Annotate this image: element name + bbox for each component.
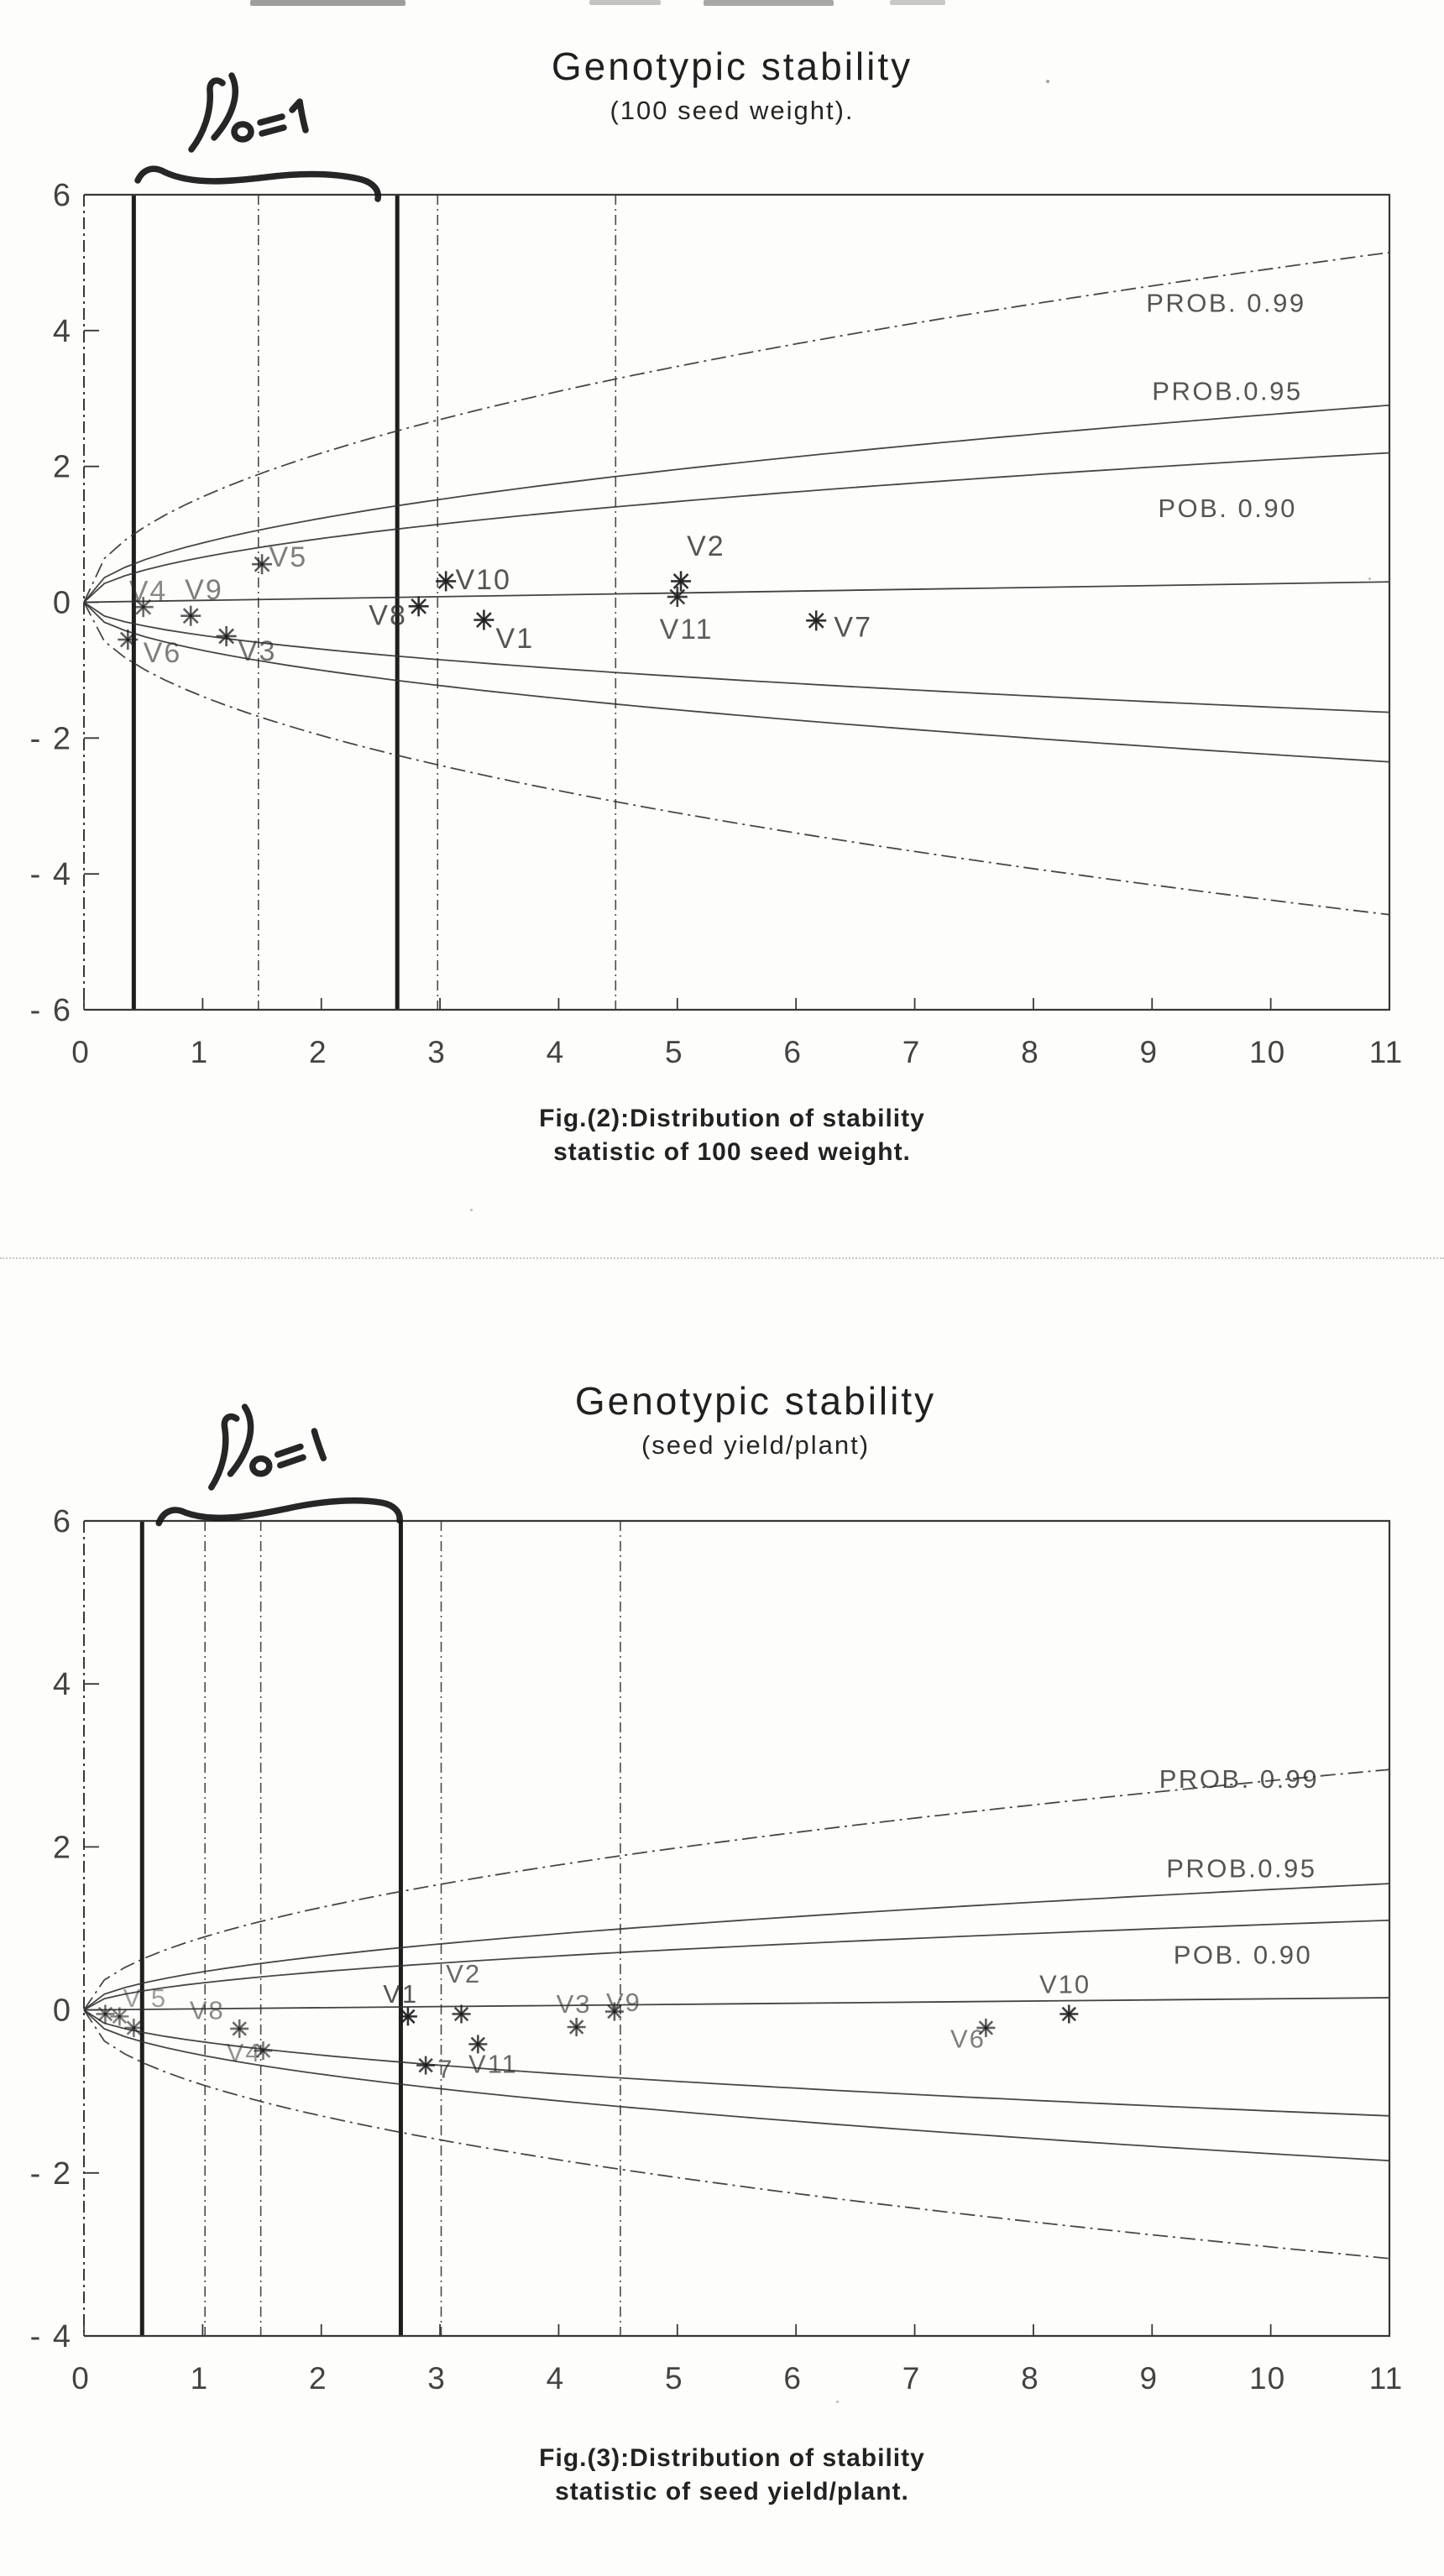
data-point-label: V8 <box>189 1995 225 2025</box>
x-tick-label: 6 <box>783 1035 802 1069</box>
figure1-caption-line1 <box>0 1105 1444 1133</box>
data-point-label: V4 <box>128 575 168 608</box>
data-point-label: V8 <box>369 599 407 632</box>
zero-line <box>84 582 1389 602</box>
figure2-caption-line2 <box>0 2478 1444 2506</box>
x-tick-label: 3 <box>427 2361 446 2396</box>
x-tick-label: 3 <box>427 1035 446 1069</box>
x-tick-label: 11 <box>1368 2361 1404 2396</box>
prob-curve-label: POB. 0.90 <box>1158 493 1297 523</box>
data-point-label: V6 <box>143 637 182 670</box>
prob-curve-label: PROB. 0.99 <box>1146 288 1306 318</box>
data-point-label: V11 <box>659 613 714 645</box>
equals-glyph <box>260 117 282 123</box>
figure1-subtitle-text: (100 seed weight). <box>610 96 855 125</box>
y-tick-label: 2 <box>52 449 72 485</box>
x-tick-label: 8 <box>1021 1035 1039 1069</box>
figure2-caption-line2-text: statistic of seed yield/plant. <box>555 2478 909 2505</box>
x-tick-label: 9 <box>1139 1035 1159 1069</box>
x-tick-label: 1 <box>190 1035 209 1069</box>
prob-curve <box>84 603 1389 713</box>
data-point-label: V1 <box>383 1979 419 2009</box>
data-point-label: V1 <box>495 623 535 656</box>
prob-curve <box>84 603 1389 762</box>
data-point-label: V6 <box>950 2024 986 2054</box>
y-tick-label: 6 <box>52 178 72 213</box>
x-tick-label: 4 <box>546 2361 565 2396</box>
data-point-label: V10 <box>455 563 511 596</box>
data-point-label: V4 <box>226 2038 262 2068</box>
handwritten-lambda-annotation <box>149 1393 435 1540</box>
data-point-label: V 5 <box>123 1983 168 2014</box>
x-tick-label: 2 <box>308 1035 327 1069</box>
y-tick-label: - 2 <box>29 2155 72 2192</box>
y-tick-label: 0 <box>52 1993 72 2029</box>
figure1-title-text: Genotypic stability <box>551 44 913 88</box>
lambda-glyph-stroke <box>191 81 222 149</box>
prob-curve <box>84 2010 1389 2259</box>
x-tick-label: 8 <box>1021 2361 1039 2396</box>
data-point-label: V9 <box>185 573 223 606</box>
y-tick-label: 2 <box>52 1830 72 1866</box>
figure1-caption-line2-text: statistic of 100 seed weight. <box>553 1138 911 1166</box>
data-point-label: V2 <box>446 1958 482 1988</box>
equals-glyph <box>262 128 284 133</box>
x-tick-label: 0 <box>71 2361 90 2396</box>
equals-glyph <box>277 1447 301 1455</box>
x-tick-label: 7 <box>902 1035 921 1069</box>
x-tick-label: 0 <box>71 1035 90 1069</box>
y-tick-label: - 6 <box>29 993 72 1028</box>
prob-curve <box>84 1769 1389 2009</box>
y-tick-label: - 4 <box>29 2319 72 2354</box>
x-tick-label: 5 <box>665 1035 683 1069</box>
x-tick-label: 1 <box>190 2361 209 2396</box>
figure2-caption-line1-text: Fig.(3):Distribution of stability <box>539 2444 925 2472</box>
figure1-caption-line2 <box>0 1138 1444 1167</box>
x-tick-label: 6 <box>783 2361 802 2396</box>
data-point-label: V9 <box>606 1987 641 2017</box>
prob-curve-label: PROB.0.95 <box>1152 376 1303 406</box>
zero-line <box>84 1998 1389 2010</box>
prob-curve <box>84 603 1389 915</box>
data-point-label: V11 <box>468 2049 518 2079</box>
figure2-title-text: Genotypic stability <box>574 1379 937 1423</box>
y-tick-label: 0 <box>52 585 72 621</box>
y-tick-label: - 2 <box>29 721 72 757</box>
x-tick-label: 10 <box>1249 1035 1286 1069</box>
data-point-label: V5 <box>269 541 308 574</box>
data-point-label: V3 <box>556 1988 592 2019</box>
prob-curve-label: PROB. 0.99 <box>1159 1763 1320 1794</box>
prob-curve <box>84 2010 1389 2116</box>
plot-frame <box>84 1521 1389 2336</box>
data-point-label: V7 <box>834 611 873 644</box>
lambda-o-glyph <box>234 124 251 139</box>
data-point-label: V3 <box>238 635 277 667</box>
y-tick-label: 4 <box>52 1667 72 1703</box>
brace-underline <box>138 169 378 199</box>
y-tick-label: 4 <box>52 313 72 349</box>
figure2-subtitle-text: (seed yield/plant) <box>641 1430 871 1460</box>
prob-curve-label: PROB.0.95 <box>1166 1853 1317 1884</box>
x-tick-label: 5 <box>665 2361 683 2396</box>
y-tick-label: - 4 <box>29 857 72 893</box>
data-point-label: V2 <box>687 530 725 563</box>
x-tick-label: 10 <box>1249 2361 1286 2396</box>
figure1-caption-line1-text: Fig.(2):Distribution of stability <box>539 1105 925 1132</box>
equals-glyph <box>280 1457 304 1465</box>
x-tick-label: 11 <box>1368 1035 1404 1069</box>
figure2-caption-line1 <box>0 2444 1444 2473</box>
prob-curve-label: POB. 0.90 <box>1173 1940 1313 1970</box>
x-tick-label: 2 <box>308 2361 327 2396</box>
lambda-glyph-stroke <box>206 1416 243 1487</box>
y-tick-label: 6 <box>52 1504 72 1539</box>
one-glyph <box>292 102 306 130</box>
x-tick-label: 4 <box>546 1035 565 1069</box>
prob-curve <box>84 453 1389 603</box>
handwritten-lambda-annotation <box>133 71 418 205</box>
data-point-label: 7 <box>437 2054 454 2084</box>
lambda-o-glyph <box>252 1458 269 1475</box>
one-glyph <box>314 1430 323 1459</box>
data-point-label: V10 <box>1039 1969 1091 1999</box>
x-tick-label: 9 <box>1139 2361 1159 2396</box>
x-tick-label: 7 <box>902 2361 921 2396</box>
brace-underline <box>158 1491 400 1540</box>
